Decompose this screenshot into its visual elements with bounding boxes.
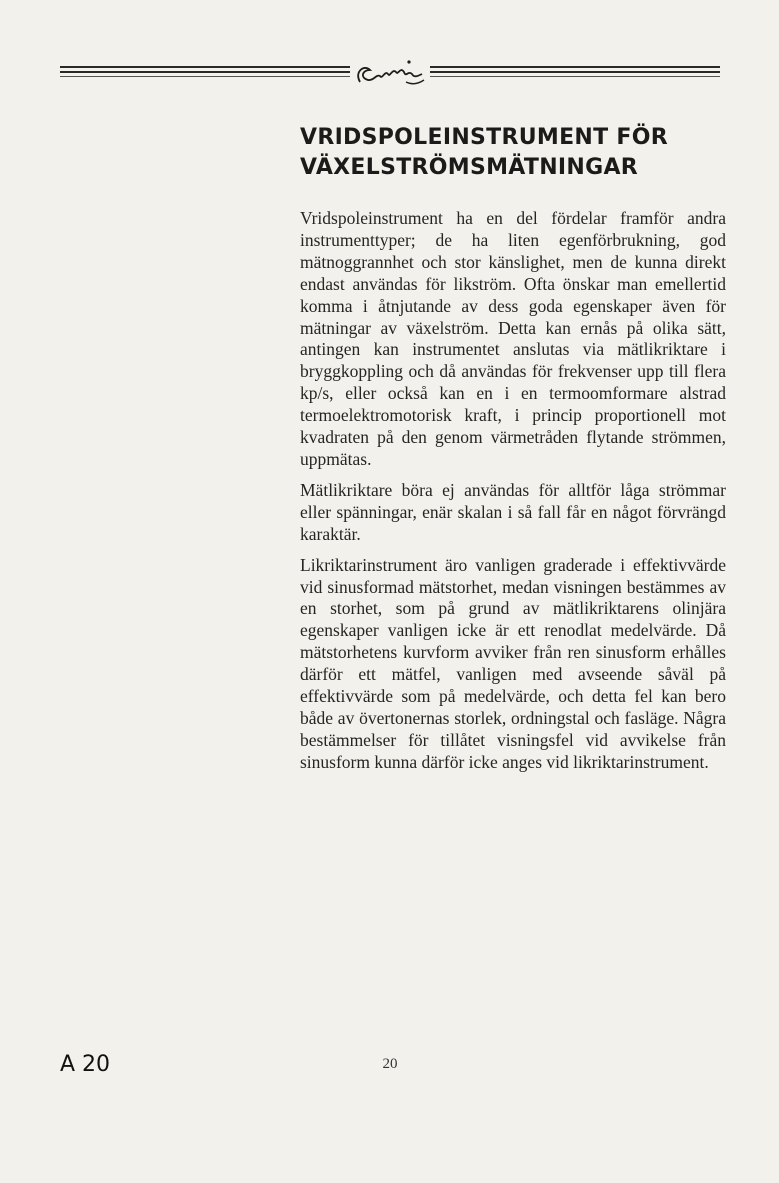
- brand-logo: [352, 52, 428, 92]
- page-number: 20: [382, 1056, 398, 1072]
- ermi-logo-icon: [352, 52, 428, 92]
- header-rule-right: [430, 66, 720, 80]
- paragraph-2: Mätlikriktare böra ej användas för alltför låga strömmar eller spänningar, enär skalan i så fall får en något förvrängd karaktär.: [300, 479, 726, 544]
- page-title: [300, 123, 720, 183]
- title-line-1: VRIDSPOLEINSTRUMENT FÖR: [300, 125, 668, 150]
- body-text: [300, 208, 726, 783]
- header-rule-left: [60, 66, 350, 80]
- title-line-2: VÄXELSTRÖMSMÄTNINGAR: [300, 155, 639, 180]
- catalog-code: A 20: [60, 1052, 111, 1077]
- paragraph-1: Vridspoleinstrument ha en del fördelar framför andra instrumenttyper; de ha liten egenförbrukning, god mätnoggrannhet och stor känslighet, men de kunna direkt endast användas för likström. Ofta önskar man emellertid komma i åtnjutande av dess goda egenskaper även för mätningar av växelström. Detta kan ernås på olika sätt, antingen kan instrumentet anslutas via mätlikriktare i bryggkoppling och då användas för frekvenser upp till flera kp/s, eller också kan en i en termoomformare alstrad termoelektromotorisk kraft, i princip proportionell mot kvadraten på den genom värmetråden flytande strömmen, uppmätas.: [300, 208, 726, 469]
- paragraph-3: Likriktarinstrument äro vanligen graderade i effektivvärde vid sinusformad mätstorhet, medan visningen bestämmes av en storhet, som på grund av mätlikriktarens olinjära egenskaper vanligen icke är ett renodlat medelvärde. Då mätstorhetens kurvform avviker från ren sinusform erhålles därför ett mätfel, vanligen med avseende såväl på effektivvärde som på medelvärde, och detta fel kan bero både av övertonernas storlek, ordningstal och fasläge. Några bestämmelser för tillåtet visningsfel vid avvikelse från sinusform kunna därför icke anges vid likriktarinstrument.: [300, 554, 726, 772]
